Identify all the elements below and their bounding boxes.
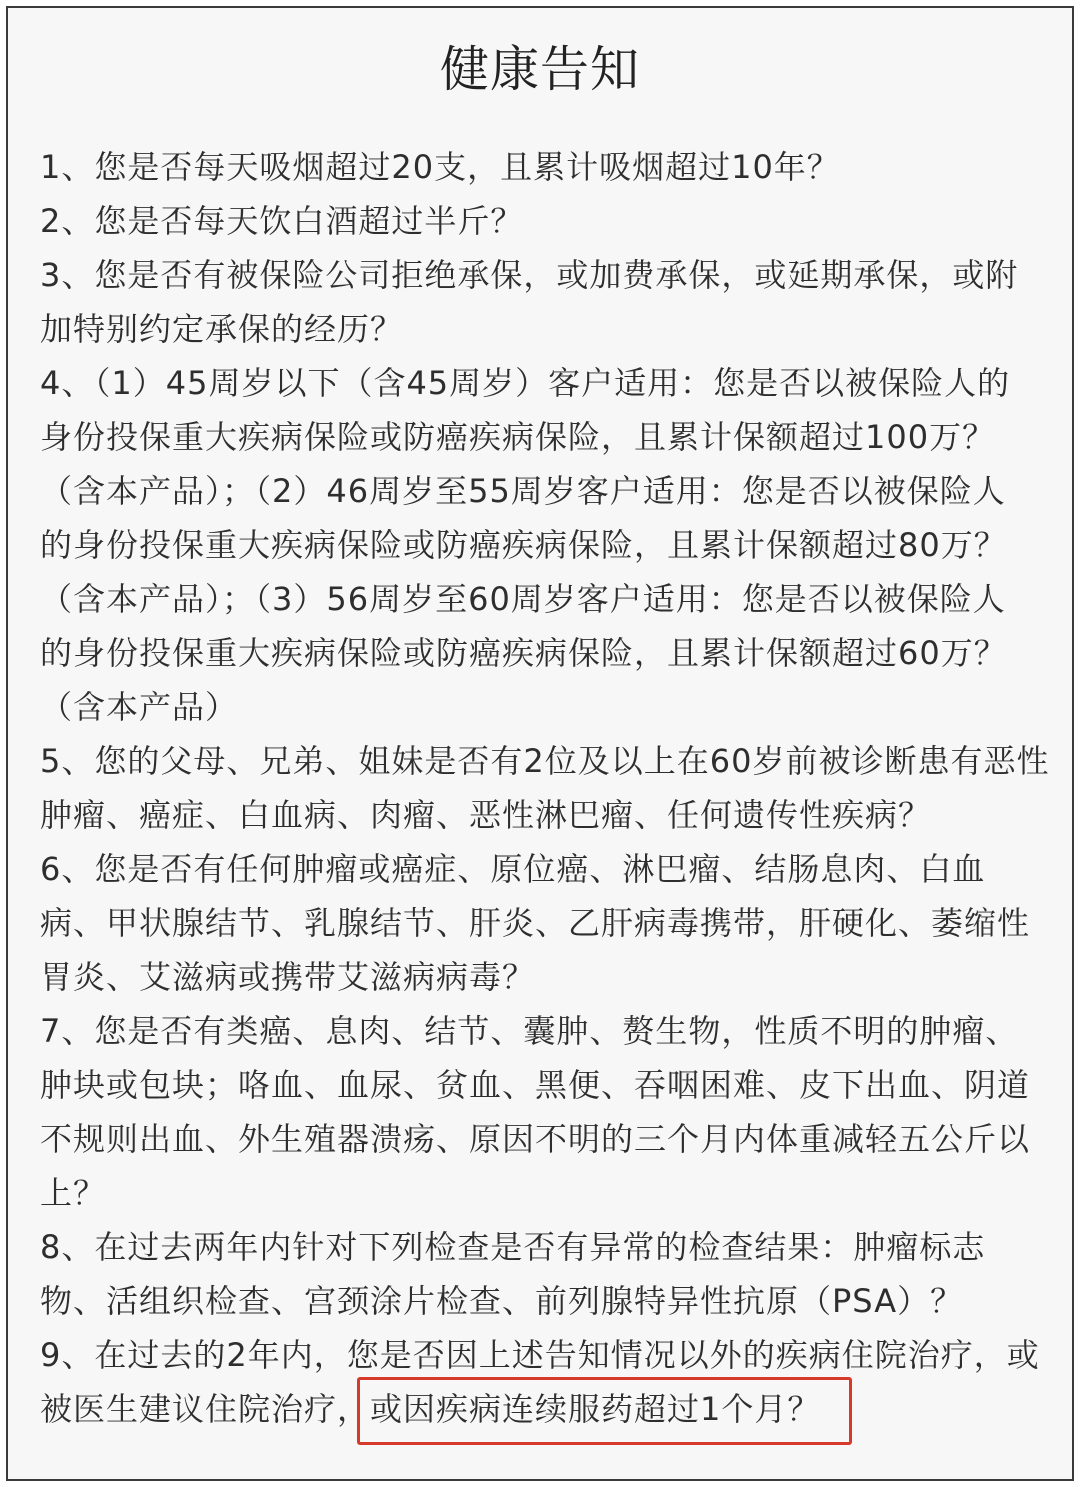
question-line: 不规则出血、外生殖器溃疡、原因不明的三个月内体重减轻五公斤以: [40, 1120, 1031, 1158]
document-frame: [6, 6, 1074, 1481]
question-line: 8、在过去两年内针对下列检查是否有异常的检查结果：肿瘤标志: [40, 1228, 986, 1266]
question-line: 的身份投保重大疾病保险或防癌疾病保险，且累计保额超过60万？: [40, 634, 1007, 672]
question-5: [40, 734, 1068, 842]
question-line: （含本产品）；（3）56周岁至60周岁客户适用：您是否以被保险人: [40, 580, 1006, 618]
question-line-with-highlight: [40, 1382, 1068, 1436]
question-line: 物、活组织检查、宫颈涂片检查、前列腺特异性抗原（PSA）？: [40, 1282, 964, 1320]
question-line: 7、您是否有类癌、息肉、结节、囊肿、赘生物，性质不明的肿瘤、: [40, 1012, 1019, 1050]
question-line: 病、甲状腺结节、乳腺结节、肝炎、乙肝病毒携带，肝硬化、萎缩性: [40, 904, 1031, 942]
question-line: 身份投保重大疾病保险或防癌疾病保险，且累计保额超过100万？: [40, 418, 996, 456]
page-title: 健康告知: [439, 41, 640, 98]
question-line: 9、在过去的2年内，您是否因上述告知情况以外的疾病住院治疗，或: [40, 1336, 1040, 1374]
question-line: （含本产品）；（2）46周岁至55周岁客户适用：您是否以被保险人: [40, 472, 1006, 510]
question-line: 上？: [40, 1174, 107, 1212]
highlighted-text-content: 或因疾病连续服药超过1个月？: [370, 1390, 821, 1428]
question-line: 1、您是否每天吸烟超过20支，且累计吸烟超过10年？: [40, 148, 840, 186]
question-1: [40, 140, 1068, 194]
question-4: [40, 356, 1068, 734]
question-line: 2、您是否每天饮白酒超过半斤？: [40, 202, 524, 240]
question-line: 肿瘤、癌症、白血病、肉瘤、恶性淋巴瘤、任何遗传性疾病？: [40, 796, 932, 834]
question-line: 4、（1）45周岁以下（含45周岁）客户适用：您是否以被保险人的: [40, 364, 1011, 402]
question-line: 加特别约定承保的经历？: [40, 310, 404, 348]
question-2: [40, 194, 1068, 248]
question-3: [40, 248, 1068, 356]
question-list: [40, 140, 1068, 1436]
question-line: 肿块或包块；咯血、血尿、贫血、黑便、吞咽困难、皮下出血、阴道: [40, 1066, 1031, 1104]
question-7: [40, 1004, 1068, 1220]
question-line: 3、您是否有被保险公司拒绝承保，或加费承保，或延期承保，或附: [40, 256, 1019, 294]
question-8: [40, 1220, 1068, 1328]
question-line: （含本产品）: [40, 688, 239, 726]
question-line-prefix: 被医生建议住院治疗，: [40, 1390, 371, 1428]
question-9: [40, 1328, 1068, 1436]
question-line: 胃炎、艾滋病或携带艾滋病病毒？: [40, 958, 536, 996]
question-line: 6、您是否有任何肿瘤或癌症、原位癌、淋巴瘤、结肠息肉、白血: [40, 850, 986, 888]
question-line: 5、您的父母、兄弟、姐妹是否有2位及以上在60岁前被诊断患有恶性: [40, 742, 1050, 780]
question-line: 的身份投保重大疾病保险或防癌疾病保险，且累计保额超过80万？: [40, 526, 1007, 564]
red-highlight-box: [357, 1377, 852, 1445]
question-6: [40, 842, 1068, 1004]
highlighted-text: [370, 1382, 820, 1436]
